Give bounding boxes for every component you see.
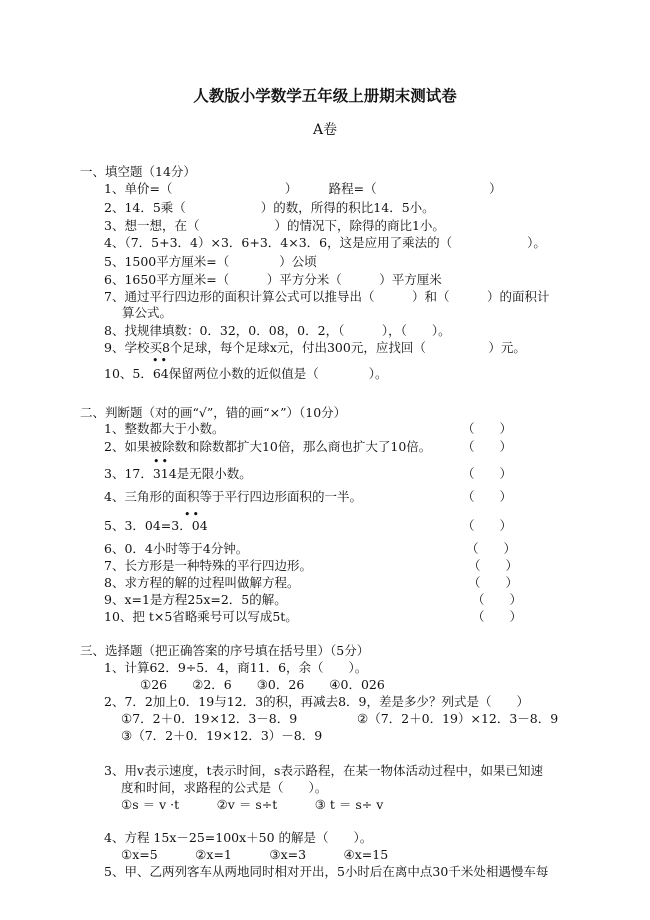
s2-question-10: 10、把 t×5省略乘号可以写成5t。 — [104, 609, 298, 624]
s1-question-9: 9、学校买8个足球，每个足球x元，付出300元，应找回（ ）元。 — [104, 340, 526, 355]
s1-question-10: 10、5．64保留两位小数的近似值是（ ）。 — [104, 366, 388, 381]
s3-question-3-options: ①s ＝ v ·t ②v ＝ s÷t ③ t ＝ s÷ v — [121, 797, 384, 812]
s1-question-1: 1、单价=（ ） 路程=（ ） — [104, 181, 502, 196]
answer-paren: （ ） — [466, 541, 517, 556]
section-3-heading: 三、选择题（把正确答案的序号填在括号里）（5分） — [80, 643, 370, 658]
answer-paren: （ ） — [462, 518, 513, 533]
repeating-decimal-dots: •• — [153, 455, 170, 468]
answer-paren: （ ） — [468, 575, 519, 590]
s2-question-4: 4、三角形的面积等于平行四边形面积的一半。 — [104, 489, 362, 504]
s1-question-6: 6、1650平方厘米=（ ）平方分米（ ）平方厘米 — [104, 272, 442, 287]
s3-question-2-option-3: ③（7．2＋0．19×12．3）－8．9 — [121, 728, 323, 743]
s3-question-2: 2、7．2加上0．19与12．3的积，再减去8．9，差是多少？列式是（ ） — [104, 694, 529, 709]
s1-question-4: 4、（7．5+3．4）×3．6+3．4×3．6，这是应用了乘法的（ ）。 — [104, 235, 546, 250]
answer-paren: （ ） — [462, 421, 513, 436]
section-2-heading: 二、判断题（对的画“√”，错的画“×”）（10分） — [80, 405, 347, 420]
s1-question-2: 2、14．5乘（ ）的数，所得的积比14．5小。 — [104, 200, 435, 215]
s3-question-1-options: ①26 ②2．6 ③0．26 ④0．026 — [140, 677, 385, 692]
s2-question-1: 1、整数都大于小数。 — [104, 421, 225, 436]
s3-question-4: 4、方程 15x－25=100x＋50 的解是（ ）。 — [104, 830, 373, 845]
s2-question-7: 7、长方形是一种特殊的平行四边形。 — [104, 558, 312, 573]
s3-question-1: 1、计算62．9÷5．4，商11．6，余（ ）。 — [104, 660, 368, 675]
answer-paren: （ ） — [472, 609, 523, 624]
answer-paren: （ ） — [462, 439, 513, 454]
s3-question-5: 5、甲、乙两列客车从两地同时相对开出，5小时后在离中点30千米处相遇慢车每 — [104, 864, 549, 879]
s1-question-5: 5、1500平方厘米=（ ）公顷 — [104, 254, 317, 269]
s1-question-7: 7、通过平行四边形的面积计算公式可以推导出（ ）和（ ）的面积计 — [104, 289, 550, 304]
page-subtitle: A卷 — [312, 122, 338, 138]
s2-question-6: 6、0．4小时等于4分钟。 — [104, 541, 249, 556]
s3-question-3-continued: 度和时间，求路程的公式是（ ）。 — [121, 780, 328, 795]
s2-question-5: 5、3．04=3．04 — [104, 518, 208, 533]
s3-question-3: 3、用v表示速度，t表示时间，s表示路程，在某一物体活动过程中，如果已知速 — [104, 763, 543, 778]
s2-question-3: 3、17．314是无限小数。 — [104, 466, 252, 481]
answer-paren: （ ） — [468, 558, 519, 573]
answer-paren: （ ） — [472, 592, 523, 607]
section-1-heading: 一、填空题（14分） — [80, 164, 196, 179]
s1-question-3: 3、想一想，在（ ）的情况下，除得的商比1小。 — [104, 218, 445, 233]
answer-paren: （ ） — [462, 489, 513, 504]
s3-question-2-option-2: ②（7．2＋0．19）×12．3－8．9 — [357, 711, 559, 726]
s2-question-9: 9、x=1是方程25x=2．5的解。 — [104, 592, 287, 607]
answer-paren: （ ） — [462, 466, 513, 481]
s3-question-4-options: ①x=5 ②x=1 ③x=3 ④x=15 — [121, 847, 389, 862]
s2-question-2: 2、如果被除数和除数都扩大10倍，那么商也扩大了10倍。 — [104, 439, 432, 454]
s3-question-2-option-1: ①7．2＋0．19×12．3－8．9 — [121, 711, 298, 726]
s1-question-7-continued: 算公式。 — [122, 305, 173, 320]
repeating-decimal-dots: •• — [184, 508, 201, 521]
s2-question-8: 8、求方程的解的过程叫做解方程。 — [104, 575, 300, 590]
repeating-decimal-dots: •• — [152, 354, 169, 367]
s1-question-8: 8、找规律填数：0．32，0．08，0．2，（ ），（ ）。 — [104, 323, 451, 338]
page-title: 人教版小学数学五年级上册期末测试卷 — [193, 86, 457, 105]
